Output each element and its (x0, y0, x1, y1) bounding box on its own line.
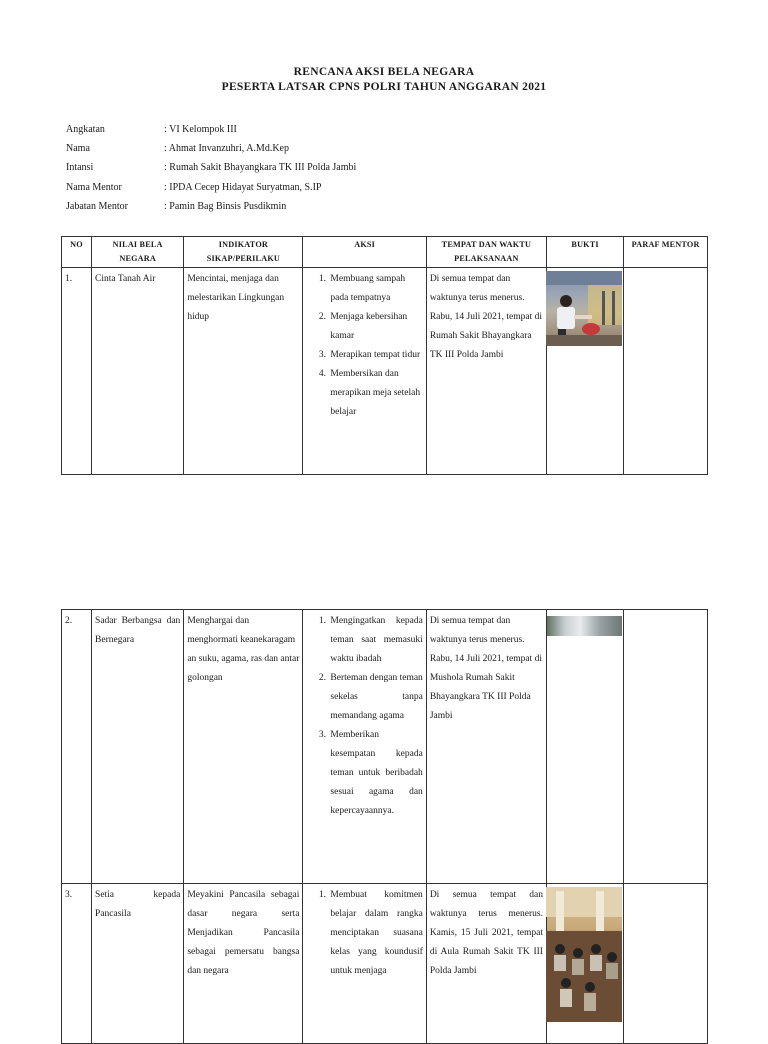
cell-tempat: Di semua tempat dan waktunya terus menerus. Rabu, 14 Juli 2021, tempat di Mushola Rumah Sakit Bhayangkara TK III Polda Jambi (426, 610, 546, 884)
header-indikator: INDIKATOR SIKAP/PERILAKU (184, 237, 303, 268)
info-value: : Rumah Sakit Bhayangkara TK III Polda Jambi (164, 162, 357, 174)
cell-bukti (546, 610, 623, 884)
info-label: Jabatan Mentor (66, 200, 128, 212)
aksi-item: 1. Membuang sampah pada tempatnya (328, 270, 422, 308)
info-row-nama (66, 143, 706, 162)
cell-nilai: Sadar Berbangsa dan Bernegara (92, 610, 184, 884)
info-value: : Pamin Bag Binsis Pusdikmin (164, 200, 287, 212)
header-aksi: AKSI (303, 237, 426, 268)
cell-aksi (303, 610, 426, 884)
header-paraf: PARAF MENTOR (624, 237, 708, 268)
evidence-photo-illustration (546, 271, 622, 346)
cell-paraf (624, 610, 708, 884)
cell-tempat: Di semua tempat dan waktunya terus menerus. Kamis, 15 Juli 2021, tempat di Aula Rumah Sakit TK III Polda Jambi (426, 884, 546, 1044)
aksi-item: 1. Membuat komitmen belajar dalam rangka menciptakan suasana kelas yang koundusif untuk menjaga (328, 886, 422, 981)
info-label: Intansi (66, 162, 94, 174)
cell-paraf (624, 268, 708, 475)
evidence-photo (546, 271, 622, 346)
aksi-list (306, 612, 422, 821)
evidence-photo-illustration (546, 887, 622, 1022)
action-plan-table-page-1 (61, 236, 708, 475)
action-plan-table-page-2 (61, 609, 708, 1044)
cell-nilai: Cinta Tanah Air (92, 268, 184, 475)
info-value: : VI Kelompok III (164, 124, 237, 135)
info-row-intansi (66, 162, 706, 181)
evidence-photo (546, 887, 622, 1022)
info-row-jabatan-mentor (66, 201, 706, 220)
header-nilai: NILAI BELA NEGARA (92, 237, 184, 268)
header-bukti: BUKTI (546, 237, 623, 268)
info-label: Nama (66, 143, 90, 155)
participant-info (66, 124, 706, 220)
info-value: : Ahmat Invanzuhri, A.Md.Kep (164, 143, 289, 155)
aksi-list (306, 270, 422, 422)
cell-indikator: Menghargai dan menghormati keanekaragam an suku, agama, ras dan antar golongan (184, 610, 303, 884)
cell-indikator: Mencintai, menjaga dan melestarikan Lingkungan hidup (184, 268, 303, 475)
table-row (62, 610, 708, 884)
aksi-item: 3. Merapikan tempat tidur (328, 346, 422, 365)
cell-no: 3. (62, 884, 92, 1044)
cell-indikator: Meyakini Pancasila sebagai dasar negara serta Menjadikan Pancasila sebagai pemersatu bangsa dan negara (184, 884, 303, 1044)
document-title-line-1: RENCANA AKSI BELA NEGARA (293, 66, 475, 78)
cell-no: 2. (62, 610, 92, 884)
header-tempat: TEMPAT DAN WAKTU PELAKSANAAN (426, 237, 546, 268)
cell-tempat: Di semua tempat dan waktunya terus menerus. Rabu, 14 Juli 2021, tempat di Rumah Sakit Bhayangkara TK III Polda Jambi (426, 268, 546, 475)
document-title-line-2: PESERTA LATSAR CPNS POLRI TAHUN ANGGARAN 2021 (221, 81, 547, 93)
aksi-item: 3. Memberikan kesempatan kepada teman untuk beribadah sesuai agama dan kepercayaannya. (328, 726, 422, 821)
cell-nilai: Setia kepada Pancasila (92, 884, 184, 1044)
cell-no: 1. (62, 268, 92, 475)
info-value: : IPDA Cecep Hidayat Suryatman, S.IP (164, 181, 322, 193)
info-label: Nama Mentor (66, 181, 122, 193)
aksi-item: 4. Membersikan dan merapikan meja setelah belajar (328, 365, 422, 422)
cell-bukti (546, 884, 623, 1044)
cell-paraf (624, 884, 708, 1044)
cell-aksi (303, 268, 426, 475)
header-no: NO (62, 237, 92, 268)
table-header-row (62, 237, 708, 268)
info-label: Angkatan (66, 124, 105, 135)
cell-bukti (546, 268, 623, 475)
aksi-list (306, 886, 422, 981)
evidence-photo (546, 616, 622, 636)
aksi-item: 2. Berteman dengan teman sekelas tanpa memandang agama (328, 669, 422, 726)
table-row (62, 268, 708, 475)
aksi-item: 2. Menjaga kebersihan kamar (328, 308, 422, 346)
table-row (62, 884, 708, 1044)
aksi-item: 1. Mengingatkan kepada teman saat memasuki waktu ibadah (328, 612, 422, 669)
cell-aksi (303, 884, 426, 1044)
info-row-nama-mentor (66, 182, 706, 201)
info-row-angkatan (66, 124, 706, 143)
